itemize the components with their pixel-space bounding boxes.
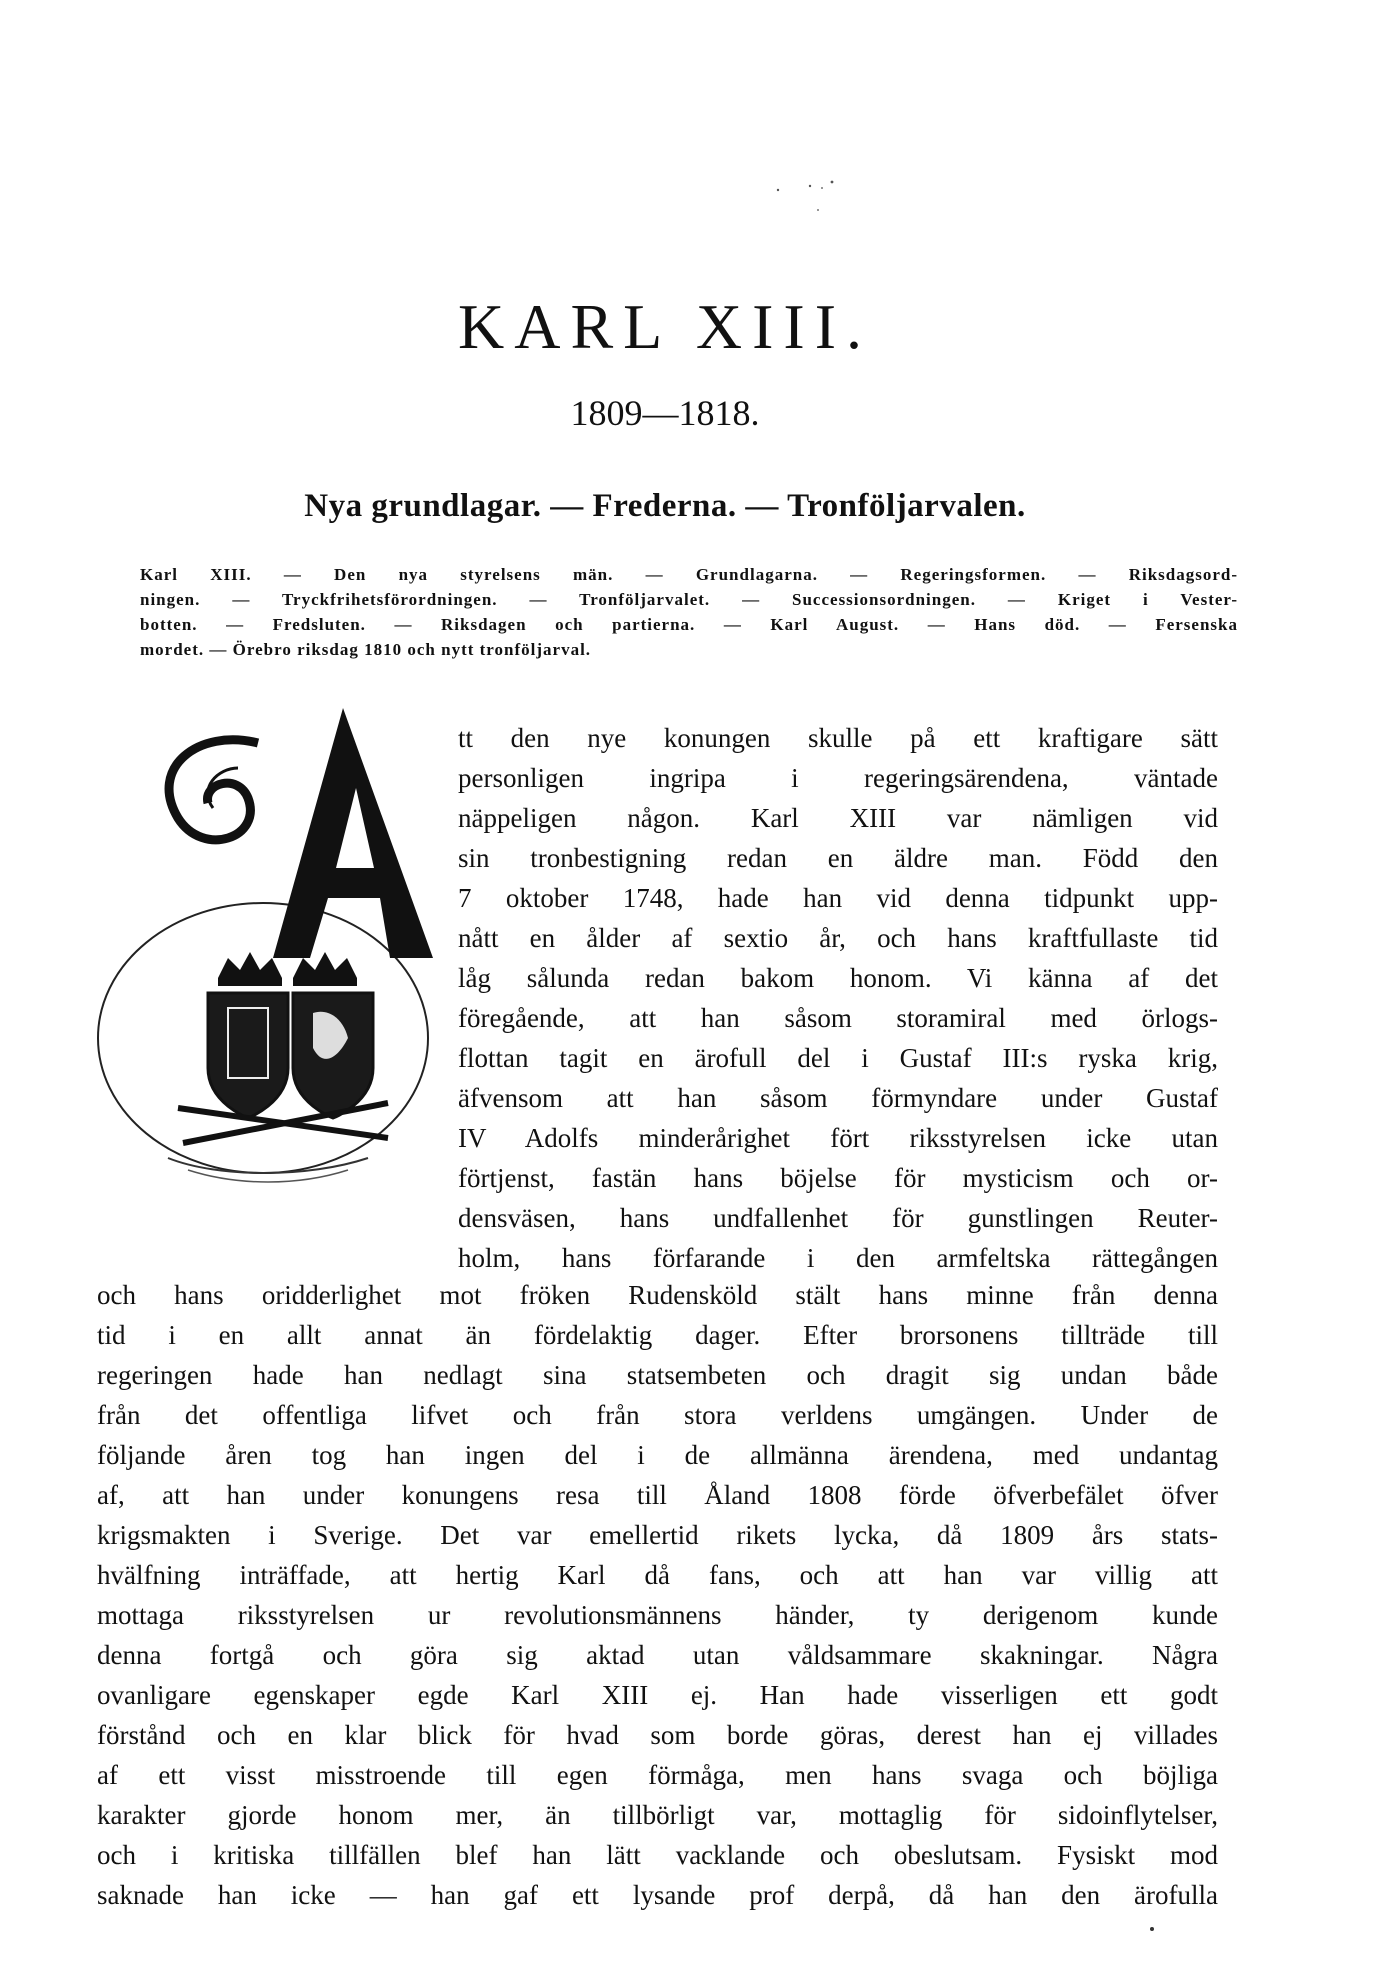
text-line: tt den nye konungen skulle på ett kraftigare sätt	[458, 723, 1218, 753]
text-line: IV Adolfs minderårighet fört riksstyrelsen icke utan	[458, 1123, 1218, 1153]
chapter-subtitle: Nya grundlagar. — Frederna. — Tronföljarvalen.	[304, 488, 1026, 524]
text-line: saknade han icke — han gaf ett lysande prof derpå, då han den ärofulla	[97, 1880, 1218, 1910]
text-line: tid i en allt annat än fördelaktig dager. Efter brorsonens tillträde till	[97, 1320, 1218, 1350]
text-line: från det offentliga lifvet och från stora verldens umgängen. Under de	[97, 1400, 1218, 1430]
text-line: låg sålunda redan bakom honom. Vi känna af det	[458, 963, 1218, 993]
print-speck	[1150, 1927, 1154, 1931]
text-line: af, att han under konungens resa till Åland 1808 förde öfverbefälet öfver	[97, 1480, 1218, 1510]
chapter-summary	[140, 562, 1238, 662]
text-line: förstånd och en klar blick för hvad som borde göras, derest han ej villades	[97, 1720, 1218, 1750]
text-line: ovanligare egenskaper egde Karl XIII ej. Han hade visserligen ett godt	[97, 1680, 1218, 1710]
body-column-full	[97, 1275, 1218, 1915]
text-line: karakter gjorde honom mer, än tillbörligt var, mottaglig för sidoinflytelser,	[97, 1800, 1218, 1830]
text-line: regeringen hade han nedlagt sina statsembeten och dragit sig undan både	[97, 1360, 1218, 1390]
summary-line: Karl XIII. — Den nya styrelsens män. — Grundlagarna. — Regeringsformen. — Riksdagsord-	[140, 565, 1238, 584]
text-line: krigsmakten i Sverige. Det var emellertid rikets lycka, då 1809 års stats-	[97, 1520, 1218, 1550]
text-line: och hans oridderlighet mot fröken Rudensköld stält hans minne från denna	[97, 1280, 1218, 1310]
text-line: och i kritiska tillfällen blef han lätt vacklande och obeslutsam. Fysiskt mod	[97, 1840, 1218, 1870]
summary-line: ningen. — Tryckfrihetsförordningen. — Tronföljarvalet. — Successionsordningen. — Kriget i Vester-	[140, 590, 1238, 609]
print-specks	[770, 180, 870, 240]
summary-line: mordet. — Örebro riksdag 1810 och nytt tronföljarval.	[140, 640, 592, 659]
chapter-title: KARL XIII.	[458, 291, 872, 362]
text-line: densväsen, hans undfallenhet för gunstlingen Reuter-	[458, 1203, 1218, 1233]
text-line: mottaga riksstyrelsen ur revolutionsmännens händer, ty derigenom kunde	[97, 1600, 1218, 1630]
decorated-initial-illustration	[88, 708, 458, 1208]
text-line: näppeligen någon. Karl XIII var nämligen vid	[458, 803, 1218, 833]
summary-line: botten. — Fredsluten. — Riksdagen och partierna. — Karl August. — Hans död. — Fersenska	[140, 615, 1238, 634]
chapter-years: 1809—1818.	[570, 393, 760, 433]
text-line: personligen ingripa i regeringsärendena, väntade	[458, 763, 1218, 793]
text-line: 7 oktober 1748, hade han vid denna tidpunkt upp-	[458, 883, 1218, 913]
text-line: äfvensom att han såsom förmyndare under Gustaf	[458, 1083, 1218, 1113]
body-column-narrow	[458, 718, 1218, 1278]
text-line: flottan tagit en ärofull del i Gustaf III:s ryska krig,	[458, 1043, 1218, 1073]
text-line: sin tronbestigning redan en äldre man. Född den	[458, 843, 1218, 873]
initial-letter: A	[326, 850, 334, 861]
text-line: nått en ålder af sextio år, och hans kraftfullaste tid	[458, 923, 1218, 953]
text-line: hvälfning inträffade, att hertig Karl då fans, och att han var villig att	[97, 1560, 1218, 1590]
text-line: förtjenst, fastän hans böjelse för mysticism och or-	[458, 1163, 1218, 1193]
text-line: holm, hans förfarande i den armfeltska rättegången	[458, 1243, 1218, 1273]
text-line: denna fortgå och göra sig aktad utan våldsammare skakningar. Några	[97, 1640, 1218, 1670]
text-line: följande åren tog han ingen del i de allmänna ärendena, med undantag	[97, 1440, 1218, 1470]
text-line: föregående, att han såsom storamiral med örlogs-	[458, 1003, 1218, 1033]
crown-icon	[218, 952, 282, 986]
text-line: af ett visst misstroende till egen förmåga, men hans svaga och böjliga	[97, 1760, 1218, 1790]
